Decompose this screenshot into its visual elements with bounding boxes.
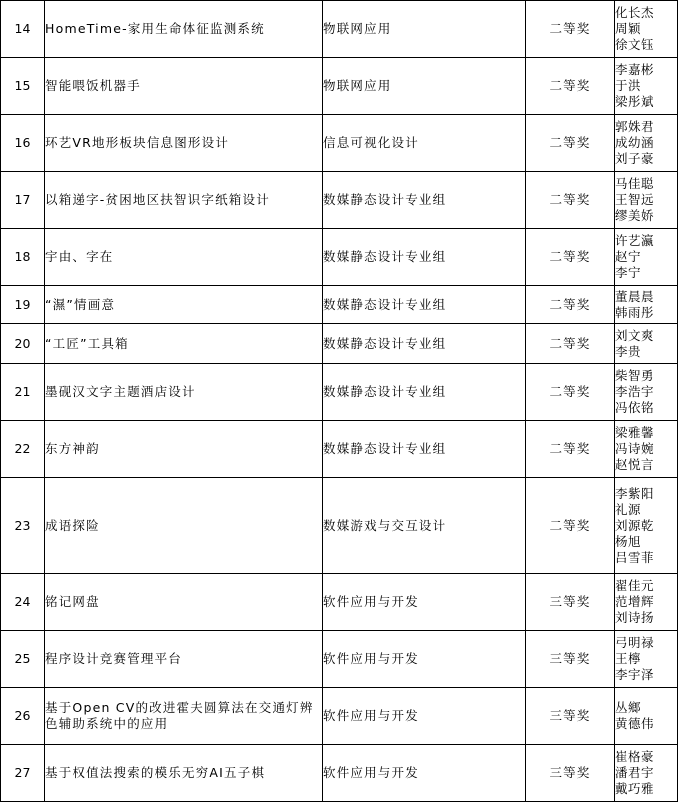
member-name: 柴智勇 xyxy=(615,368,655,383)
member-name: 黄德伟 xyxy=(615,716,655,731)
member-name: 韩雨彤 xyxy=(615,304,655,320)
table-row xyxy=(1,421,678,478)
project-title: 东方神韵 xyxy=(45,421,323,478)
project-title: 智能喂饭机器手 xyxy=(45,58,323,115)
award-level: 二等奖 xyxy=(526,324,615,364)
team-members xyxy=(615,324,678,364)
member-name: 翟佳元 xyxy=(615,578,655,593)
member-name: 冯依铭 xyxy=(615,400,655,415)
team-members xyxy=(615,172,678,229)
row-number: 15 xyxy=(1,58,45,115)
award-level: 二等奖 xyxy=(526,478,615,574)
project-category: 数媒静态设计专业组 xyxy=(323,421,526,478)
project-category: 软件应用与开发 xyxy=(323,745,526,802)
member-name: 许艺瀛 xyxy=(615,233,655,248)
team-members xyxy=(615,58,678,115)
row-number: 20 xyxy=(1,324,45,364)
row-number: 26 xyxy=(1,688,45,745)
project-title: HomeTime-家用生命体征监测系统 xyxy=(45,1,323,58)
team-members xyxy=(615,115,678,172)
row-number: 21 xyxy=(1,364,45,421)
member-name: 杨旭 xyxy=(615,533,642,549)
team-members xyxy=(615,574,678,631)
table-body xyxy=(1,1,678,802)
table-row xyxy=(1,364,678,421)
project-category: 物联网应用 xyxy=(323,58,526,115)
row-number: 17 xyxy=(1,172,45,229)
member-name: 李贵 xyxy=(615,343,642,359)
member-name: 刘源乾 xyxy=(615,517,655,533)
member-name: 马佳聪 xyxy=(615,176,655,191)
project-title: 程序设计竞赛管理平台 xyxy=(45,631,323,688)
table-row xyxy=(1,478,678,574)
project-title: 基于Open CV的改进霍夫圆算法在交通灯辨色辅助系统中的应用 xyxy=(45,688,323,745)
member-name: 董晨晨 xyxy=(615,288,655,304)
table-row xyxy=(1,688,678,745)
member-name: 王檸 xyxy=(615,651,642,666)
member-name: 戴巧雅 xyxy=(615,781,655,796)
row-number: 23 xyxy=(1,478,45,574)
member-name: 缪美娇 xyxy=(615,208,655,223)
project-category: 数媒静态设计专业组 xyxy=(323,229,526,286)
project-title: 墨砚汉文字主题酒店设计 xyxy=(45,364,323,421)
member-name: 化长杰 xyxy=(615,5,655,20)
row-number: 14 xyxy=(1,1,45,58)
table-row xyxy=(1,172,678,229)
member-name: 刘文爽 xyxy=(615,327,655,343)
award-level: 二等奖 xyxy=(526,421,615,478)
team-members xyxy=(615,1,678,58)
award-level: 二等奖 xyxy=(526,172,615,229)
member-name: 李嘉彬 xyxy=(615,62,655,77)
row-number: 19 xyxy=(1,286,45,324)
project-category: 数媒静态设计专业组 xyxy=(323,172,526,229)
member-name: 李紫阳 xyxy=(615,485,655,501)
member-name: 王智远 xyxy=(615,192,655,207)
member-name: 吕雪菲 xyxy=(615,549,655,565)
table-row xyxy=(1,286,678,324)
award-level: 二等奖 xyxy=(526,286,615,324)
member-name: 赵宁 xyxy=(615,249,642,264)
row-number: 24 xyxy=(1,574,45,631)
row-number: 22 xyxy=(1,421,45,478)
project-category: 物联网应用 xyxy=(323,1,526,58)
member-name: 范增辉 xyxy=(615,594,655,609)
project-category: 软件应用与开发 xyxy=(323,688,526,745)
team-members xyxy=(615,631,678,688)
table-row xyxy=(1,631,678,688)
member-name: 李宁 xyxy=(615,265,642,280)
table-row xyxy=(1,58,678,115)
team-members xyxy=(615,286,678,324)
award-level: 二等奖 xyxy=(526,364,615,421)
member-name: 成幼涵 xyxy=(615,135,655,150)
award-level: 三等奖 xyxy=(526,688,615,745)
project-title: 基于权值法搜索的模乐无穷AI五子棋 xyxy=(45,745,323,802)
member-name: 崔格豪 xyxy=(615,749,655,764)
team-members xyxy=(615,745,678,802)
member-name: 刘子豪 xyxy=(615,151,655,166)
project-title: “工匠”工具箱 xyxy=(45,324,323,364)
table-row xyxy=(1,745,678,802)
member-name: 李浩宇 xyxy=(615,384,655,399)
table-row xyxy=(1,324,678,364)
member-name: 潘君宇 xyxy=(615,765,655,780)
member-name: 徐文钰 xyxy=(615,37,655,52)
member-name: 丛鄉 xyxy=(615,700,642,715)
table-row xyxy=(1,574,678,631)
project-category: 数媒游戏与交互设计 xyxy=(323,478,526,574)
row-number: 25 xyxy=(1,631,45,688)
team-members xyxy=(615,688,678,745)
team-members xyxy=(615,421,678,478)
member-name: 梁彤斌 xyxy=(615,94,655,109)
project-category: 软件应用与开发 xyxy=(323,574,526,631)
member-name: 赵悦言 xyxy=(615,457,655,472)
award-level: 二等奖 xyxy=(526,1,615,58)
member-name: 梁雅馨 xyxy=(615,425,655,440)
team-members xyxy=(615,229,678,286)
member-name: 郭姝君 xyxy=(615,119,655,134)
award-level: 二等奖 xyxy=(526,229,615,286)
project-category: 信息可视化设计 xyxy=(323,115,526,172)
project-title: 环艺VR地形板块信息图形设计 xyxy=(45,115,323,172)
project-category: 软件应用与开发 xyxy=(323,631,526,688)
member-name: 于洪 xyxy=(615,78,642,93)
project-title: 成语探险 xyxy=(45,478,323,574)
project-title: “濕”情画意 xyxy=(45,286,323,324)
award-level: 三等奖 xyxy=(526,745,615,802)
team-members xyxy=(615,364,678,421)
table-row xyxy=(1,1,678,58)
table-row xyxy=(1,229,678,286)
member-name: 刘诗扬 xyxy=(615,610,655,625)
project-category: 数媒静态设计专业组 xyxy=(323,364,526,421)
project-title: 铭记网盘 xyxy=(45,574,323,631)
award-level: 二等奖 xyxy=(526,115,615,172)
project-title: 以箱递字-贫困地区扶智识字纸箱设计 xyxy=(45,172,323,229)
award-level: 三等奖 xyxy=(526,631,615,688)
member-name: 周颖 xyxy=(615,21,642,36)
member-name: 弓明禄 xyxy=(615,635,655,650)
award-level: 三等奖 xyxy=(526,574,615,631)
member-name: 礼源 xyxy=(615,501,642,517)
row-number: 27 xyxy=(1,745,45,802)
award-level: 二等奖 xyxy=(526,58,615,115)
table-row xyxy=(1,115,678,172)
team-members xyxy=(615,478,678,574)
member-name: 李宇泽 xyxy=(615,667,655,682)
row-number: 16 xyxy=(1,115,45,172)
project-title: 宇由、字在 xyxy=(45,229,323,286)
project-category: 数媒静态设计专业组 xyxy=(323,324,526,364)
row-number: 18 xyxy=(1,229,45,286)
member-name: 冯诗婉 xyxy=(615,441,655,456)
project-category: 数媒静态设计专业组 xyxy=(323,286,526,324)
